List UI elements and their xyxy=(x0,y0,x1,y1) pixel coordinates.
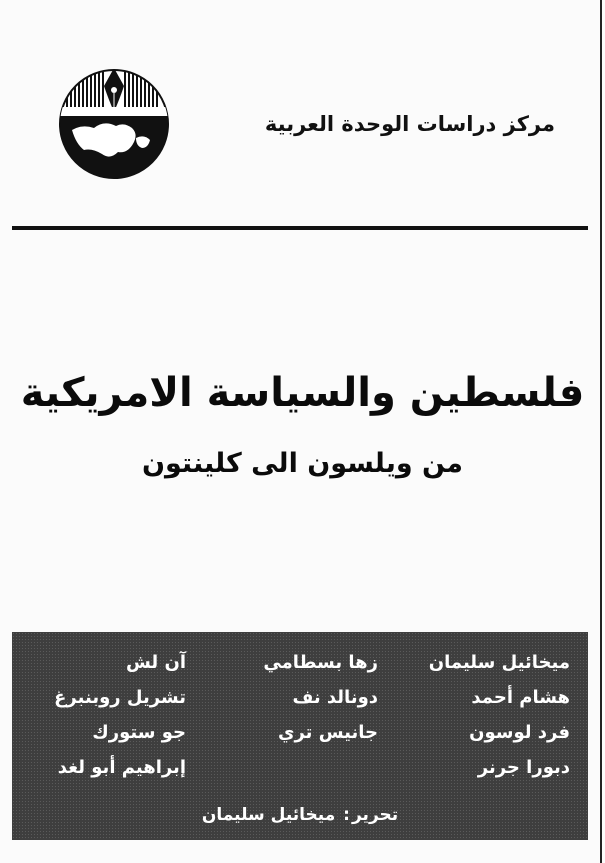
book-title: فلسطين والسياسة الامريكية xyxy=(20,370,585,416)
editor-label: تحرير xyxy=(351,805,399,825)
author-name: آن لش xyxy=(125,652,186,673)
author-name: جو ستورك xyxy=(92,722,186,743)
author-name: إبراهيم أبو لغد xyxy=(57,757,186,778)
editor-separator: : xyxy=(343,805,350,825)
cover-edge xyxy=(600,0,602,863)
author-name: دبورا جرنر xyxy=(477,757,570,778)
author-name: فرد لوسون xyxy=(469,722,570,743)
author-name: ميخائيل سليمان xyxy=(428,652,570,673)
publisher-logo xyxy=(58,68,170,180)
authors-panel xyxy=(12,632,588,840)
editor-name: ميخائيل سليمان xyxy=(201,805,336,825)
author-name: زها بسطامي xyxy=(263,652,378,673)
publisher-name: مركز دراسات الوحدة العربية xyxy=(264,112,555,136)
book-subtitle: من ويلسون الى كلينتون xyxy=(141,448,464,479)
author-name: هشام أحمد xyxy=(471,687,570,708)
divider-rule xyxy=(12,226,588,230)
author-name: دونالد نف xyxy=(292,687,378,708)
authors-list xyxy=(12,652,588,779)
author-name: تشريل روبنبرغ xyxy=(54,687,186,708)
editor-credit xyxy=(12,805,588,825)
author-name: جانيس تري xyxy=(277,722,378,743)
